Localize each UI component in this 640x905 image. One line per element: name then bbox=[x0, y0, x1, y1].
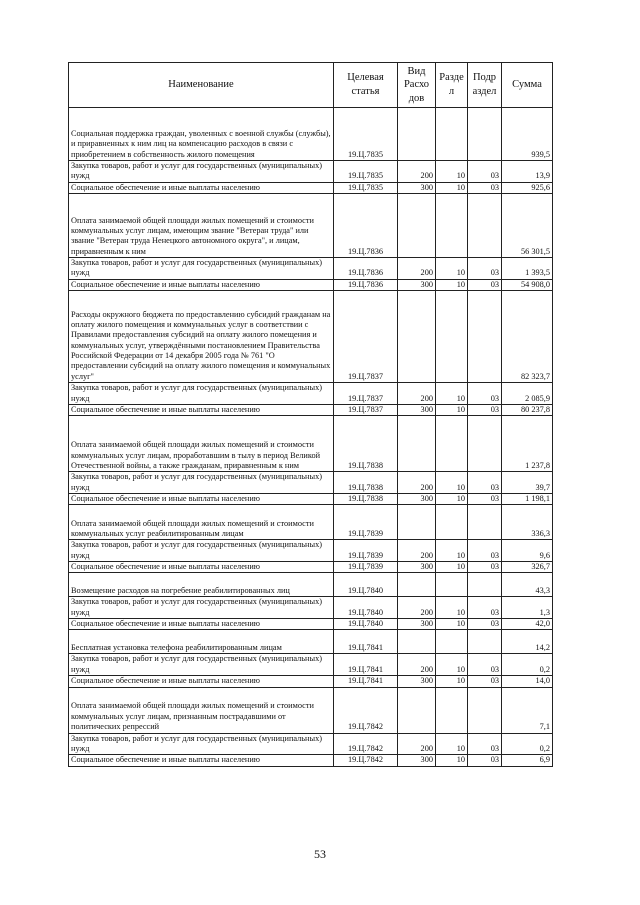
table-row bbox=[69, 619, 553, 630]
cell-name: Возмещение расходов на погребение реабилитированных лиц bbox=[69, 573, 334, 597]
table-row bbox=[69, 493, 553, 504]
table-row bbox=[69, 630, 553, 654]
cell-podr bbox=[468, 416, 502, 472]
cell-name: Оплата занимаемой общей площади жилых помещений и стоимости коммунальных услуг реабилитированным лицам bbox=[69, 505, 334, 540]
cell-sum: 1 237,8 bbox=[502, 416, 553, 472]
cell-name: Расходы окружного бюджета по предоставлению субсидий гражданам на оплату жилого помещения и коммунальных услуг в соответствии с Правилами предоставления субсидий на оплату жилого помещения и коммунальных услуг, утверждёнными постановлением Правительства Российской Федерации от 14 декабря 2005 года № 761 "О предоставлении субсидий на оплату жилого помещения и коммунальных услуг" bbox=[69, 291, 334, 383]
cell-sum: 82 323,7 bbox=[502, 291, 553, 383]
cell-vid: 300 bbox=[398, 562, 436, 573]
cell-sum: 1 198,1 bbox=[502, 493, 553, 504]
cell-podr bbox=[468, 687, 502, 733]
cell-sum: 43,3 bbox=[502, 573, 553, 597]
cell-vid bbox=[398, 687, 436, 733]
cell-podr: 03 bbox=[468, 404, 502, 415]
cell-podr: 03 bbox=[468, 597, 502, 619]
cell-podr bbox=[468, 108, 502, 161]
cell-podr: 03 bbox=[468, 493, 502, 504]
cell-sum: 925,6 bbox=[502, 182, 553, 193]
table-row bbox=[69, 676, 553, 687]
cell-name: Закупка товаров, работ и услуг для государственных (муниципальных) нужд bbox=[69, 540, 334, 562]
cell-name: Социальное обеспечение и иные выплаты населению bbox=[69, 755, 334, 766]
cell-razd bbox=[436, 194, 468, 258]
cell-vid: 200 bbox=[398, 654, 436, 676]
cell-podr: 03 bbox=[468, 161, 502, 183]
cell-code: 19.Ц.7838 bbox=[334, 472, 398, 494]
cell-podr: 03 bbox=[468, 733, 502, 755]
cell-razd bbox=[436, 291, 468, 383]
cell-code: 19.Ц.7841 bbox=[334, 676, 398, 687]
table-row bbox=[69, 597, 553, 619]
table-row bbox=[69, 108, 553, 161]
table-row bbox=[69, 258, 553, 280]
cell-code: 19.Ц.7837 bbox=[334, 383, 398, 405]
cell-podr: 03 bbox=[468, 562, 502, 573]
cell-sum: 1,3 bbox=[502, 597, 553, 619]
cell-razd: 10 bbox=[436, 161, 468, 183]
cell-podr: 03 bbox=[468, 676, 502, 687]
table-body bbox=[69, 108, 553, 767]
cell-name: Оплата занимаемой общей площади жилых помещений и стоимости коммунальных услуг лицам, признанным пострадавшими от политических репрессий bbox=[69, 687, 334, 733]
cell-sum: 54 908,0 bbox=[502, 279, 553, 290]
cell-code: 19.Ц.7839 bbox=[334, 540, 398, 562]
cell-razd: 10 bbox=[436, 733, 468, 755]
cell-sum: 326,7 bbox=[502, 562, 553, 573]
cell-razd: 10 bbox=[436, 619, 468, 630]
cell-vid: 200 bbox=[398, 472, 436, 494]
cell-sum: 6,9 bbox=[502, 755, 553, 766]
cell-razd: 10 bbox=[436, 182, 468, 193]
cell-sum: 9,6 bbox=[502, 540, 553, 562]
cell-vid: 300 bbox=[398, 493, 436, 504]
cell-podr: 03 bbox=[468, 279, 502, 290]
cell-vid: 300 bbox=[398, 676, 436, 687]
cell-sum: 80 237,8 bbox=[502, 404, 553, 415]
table-row bbox=[69, 182, 553, 193]
cell-vid bbox=[398, 108, 436, 161]
cell-code: 19.Ц.7841 bbox=[334, 630, 398, 654]
cell-sum: 0,2 bbox=[502, 654, 553, 676]
cell-name: Закупка товаров, работ и услуг для государственных (муниципальных) нужд bbox=[69, 597, 334, 619]
table-row bbox=[69, 573, 553, 597]
cell-vid: 200 bbox=[398, 597, 436, 619]
cell-vid bbox=[398, 416, 436, 472]
cell-name: Социальное обеспечение и иные выплаты населению bbox=[69, 619, 334, 630]
cell-code: 19.Ц.7840 bbox=[334, 619, 398, 630]
cell-name: Социальное обеспечение и иные выплаты населению bbox=[69, 562, 334, 573]
table-row bbox=[69, 755, 553, 766]
cell-name: Бесплатная установка телефона реабилитированным лицам bbox=[69, 630, 334, 654]
cell-name: Закупка товаров, работ и услуг для государственных (муниципальных) нужд bbox=[69, 654, 334, 676]
cell-sum: 13,9 bbox=[502, 161, 553, 183]
cell-razd: 10 bbox=[436, 755, 468, 766]
cell-vid bbox=[398, 505, 436, 540]
cell-vid: 200 bbox=[398, 258, 436, 280]
cell-code: 19.Ц.7836 bbox=[334, 194, 398, 258]
cell-razd bbox=[436, 573, 468, 597]
cell-razd bbox=[436, 505, 468, 540]
cell-code: 19.Ц.7842 bbox=[334, 755, 398, 766]
cell-vid: 200 bbox=[398, 383, 436, 405]
cell-name: Закупка товаров, работ и услуг для государственных (муниципальных) нужд bbox=[69, 161, 334, 183]
cell-podr: 03 bbox=[468, 540, 502, 562]
cell-vid: 200 bbox=[398, 161, 436, 183]
cell-name: Закупка товаров, работ и услуг для государственных (муниципальных) нужд bbox=[69, 383, 334, 405]
cell-name: Социальное обеспечение и иные выплаты населению bbox=[69, 182, 334, 193]
cell-code: 19.Ц.7837 bbox=[334, 291, 398, 383]
cell-code: 19.Ц.7835 bbox=[334, 108, 398, 161]
cell-razd: 10 bbox=[436, 383, 468, 405]
cell-name: Оплата занимаемой общей площади жилых помещений и стоимости коммунальных услуг лицам, проработавшим в тылу в период Великой Отечественной войны, а также гражданам, приравненным к ним bbox=[69, 416, 334, 472]
cell-podr: 03 bbox=[468, 755, 502, 766]
cell-code: 19.Ц.7838 bbox=[334, 493, 398, 504]
cell-podr: 03 bbox=[468, 619, 502, 630]
table-row bbox=[69, 404, 553, 415]
table-row bbox=[69, 383, 553, 405]
cell-sum: 1 393,5 bbox=[502, 258, 553, 280]
cell-vid bbox=[398, 194, 436, 258]
cell-vid bbox=[398, 630, 436, 654]
table-header-row bbox=[69, 63, 553, 108]
cell-vid bbox=[398, 291, 436, 383]
cell-sum: 939,5 bbox=[502, 108, 553, 161]
cell-sum: 39,7 bbox=[502, 472, 553, 494]
cell-code: 19.Ц.7836 bbox=[334, 279, 398, 290]
page-number: 53 bbox=[314, 847, 326, 861]
cell-podr bbox=[468, 291, 502, 383]
cell-podr: 03 bbox=[468, 472, 502, 494]
table-row bbox=[69, 540, 553, 562]
cell-name: Закупка товаров, работ и услуг для государственных (муниципальных) нужд bbox=[69, 472, 334, 494]
cell-sum: 14,2 bbox=[502, 630, 553, 654]
header-vid: Вид Расхо дов bbox=[398, 63, 436, 108]
cell-vid: 200 bbox=[398, 540, 436, 562]
cell-vid: 300 bbox=[398, 182, 436, 193]
cell-vid bbox=[398, 573, 436, 597]
header-name: Наименование bbox=[69, 63, 334, 108]
table-row bbox=[69, 472, 553, 494]
cell-sum: 0,2 bbox=[502, 733, 553, 755]
table-row bbox=[69, 291, 553, 383]
cell-name: Социальное обеспечение и иные выплаты населению bbox=[69, 676, 334, 687]
cell-razd: 10 bbox=[436, 676, 468, 687]
cell-razd: 10 bbox=[436, 472, 468, 494]
cell-podr bbox=[468, 194, 502, 258]
header-sum: Сумма bbox=[502, 63, 553, 108]
cell-razd: 10 bbox=[436, 493, 468, 504]
cell-podr: 03 bbox=[468, 182, 502, 193]
table-row bbox=[69, 416, 553, 472]
table-row bbox=[69, 194, 553, 258]
cell-podr bbox=[468, 505, 502, 540]
cell-razd: 10 bbox=[436, 540, 468, 562]
cell-sum: 56 301,5 bbox=[502, 194, 553, 258]
cell-razd bbox=[436, 687, 468, 733]
table-row bbox=[69, 161, 553, 183]
cell-code: 19.Ц.7842 bbox=[334, 733, 398, 755]
cell-code: 19.Ц.7835 bbox=[334, 182, 398, 193]
cell-code: 19.Ц.7839 bbox=[334, 505, 398, 540]
cell-vid: 300 bbox=[398, 279, 436, 290]
cell-razd bbox=[436, 416, 468, 472]
cell-code: 19.Ц.7837 bbox=[334, 404, 398, 415]
table-row bbox=[69, 687, 553, 733]
table-row bbox=[69, 733, 553, 755]
cell-razd: 10 bbox=[436, 258, 468, 280]
header-podr: Подр аздел bbox=[468, 63, 502, 108]
header-razd: Разде л bbox=[436, 63, 468, 108]
table-row bbox=[69, 562, 553, 573]
cell-code: 19.Ц.7839 bbox=[334, 562, 398, 573]
cell-podr bbox=[468, 630, 502, 654]
cell-razd: 10 bbox=[436, 654, 468, 676]
cell-vid: 300 bbox=[398, 619, 436, 630]
header-code: Целевая статья bbox=[334, 63, 398, 108]
table-row bbox=[69, 654, 553, 676]
cell-name: Социальное обеспечение и иные выплаты населению bbox=[69, 404, 334, 415]
cell-razd: 10 bbox=[436, 562, 468, 573]
cell-code: 19.Ц.7842 bbox=[334, 687, 398, 733]
table-row bbox=[69, 505, 553, 540]
cell-podr: 03 bbox=[468, 383, 502, 405]
table-row bbox=[69, 279, 553, 290]
cell-podr bbox=[468, 573, 502, 597]
cell-code: 19.Ц.7840 bbox=[334, 597, 398, 619]
cell-podr: 03 bbox=[468, 258, 502, 280]
cell-sum: 42,0 bbox=[502, 619, 553, 630]
cell-code: 19.Ц.7836 bbox=[334, 258, 398, 280]
cell-vid: 300 bbox=[398, 755, 436, 766]
cell-sum: 7,1 bbox=[502, 687, 553, 733]
cell-name: Социальное обеспечение и иные выплаты населению bbox=[69, 279, 334, 290]
cell-razd: 10 bbox=[436, 597, 468, 619]
cell-razd: 10 bbox=[436, 404, 468, 415]
cell-name: Социальная поддержка граждан, уволенных с военной службы (службы), и приравненных к ним лиц на компенсацию расходов в связи с приобретением в собственность жилого помещения bbox=[69, 108, 334, 161]
budget-table bbox=[68, 62, 553, 767]
cell-sum: 14,0 bbox=[502, 676, 553, 687]
cell-name: Закупка товаров, работ и услуг для государственных (муниципальных) нужд bbox=[69, 733, 334, 755]
cell-name: Социальное обеспечение и иные выплаты населению bbox=[69, 493, 334, 504]
cell-sum: 2 085,9 bbox=[502, 383, 553, 405]
cell-podr: 03 bbox=[468, 654, 502, 676]
cell-sum: 336,3 bbox=[502, 505, 553, 540]
cell-code: 19.Ц.7841 bbox=[334, 654, 398, 676]
cell-razd bbox=[436, 630, 468, 654]
cell-razd: 10 bbox=[436, 279, 468, 290]
cell-name: Закупка товаров, работ и услуг для государственных (муниципальных) нужд bbox=[69, 258, 334, 280]
cell-code: 19.Ц.7835 bbox=[334, 161, 398, 183]
cell-vid: 300 bbox=[398, 404, 436, 415]
cell-code: 19.Ц.7838 bbox=[334, 416, 398, 472]
cell-vid: 200 bbox=[398, 733, 436, 755]
cell-name: Оплата занимаемой общей площади жилых помещений и стоимости коммунальных услуг лицам, имеющим звание "Ветеран труда" или звание "Ветеран труда Ненецкого автономного округа", и лицам, приравненным к ним bbox=[69, 194, 334, 258]
cell-razd bbox=[436, 108, 468, 161]
cell-code: 19.Ц.7840 bbox=[334, 573, 398, 597]
